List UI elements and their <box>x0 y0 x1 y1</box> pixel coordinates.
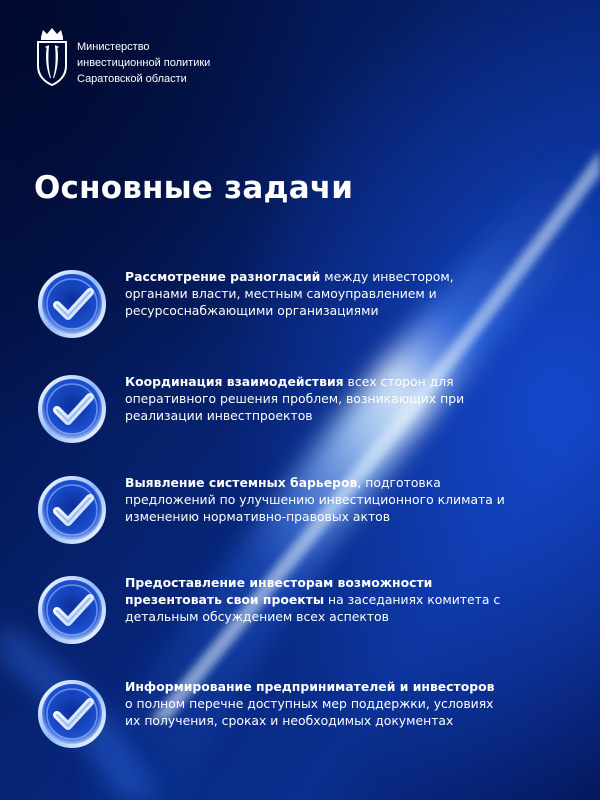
org-name-line1: Министерство <box>77 41 150 53</box>
checkmark-circle-icon <box>36 373 108 445</box>
task-text-rest: между инвестором, органами власти, местным самоуправлением и ресурсоснабжающими организациями <box>125 269 454 318</box>
task-text-rest: всех сторон для оперативного решения проблем, возникающих при реализации инвестпроектов <box>125 374 465 423</box>
task-text-bold: Координация взаимодействия <box>125 374 344 389</box>
org-name-line3: Саратовской области <box>77 73 187 85</box>
checkmark-circle-icon <box>36 474 108 546</box>
task-text-bold: Информирование предпринимателей и инвесторов <box>125 679 495 694</box>
page-title: Основные задачи <box>34 170 354 206</box>
task-text <box>125 373 505 424</box>
task-text-rest: на заседаниях комитета с детальным обсуждением всех аспектов <box>125 592 501 624</box>
task-text <box>125 678 505 729</box>
task-text-bold: Предоставление инвесторам возможности презентовать свои проекты <box>125 575 433 607</box>
checkmark-circle-icon <box>36 678 108 750</box>
task-text-bold: Рассмотрение разногласий <box>125 269 321 284</box>
task-text-rest: о полном перечне доступных мер поддержки, условиях их получения, сроках и необходимых документах <box>125 696 494 728</box>
org-name-line2: инвестиционной политики <box>77 57 211 69</box>
checkmark-circle-icon <box>36 268 108 340</box>
task-text <box>125 474 505 525</box>
task-text <box>125 574 505 625</box>
task-text-rest: , подготовка предложений по улучшению инвестиционного климата и изменению нормативно-правовых актов <box>125 475 505 524</box>
task-text <box>125 268 505 319</box>
checkmark-circle-icon <box>36 574 108 646</box>
task-text-bold: Выявление системных барьеров <box>125 475 358 490</box>
